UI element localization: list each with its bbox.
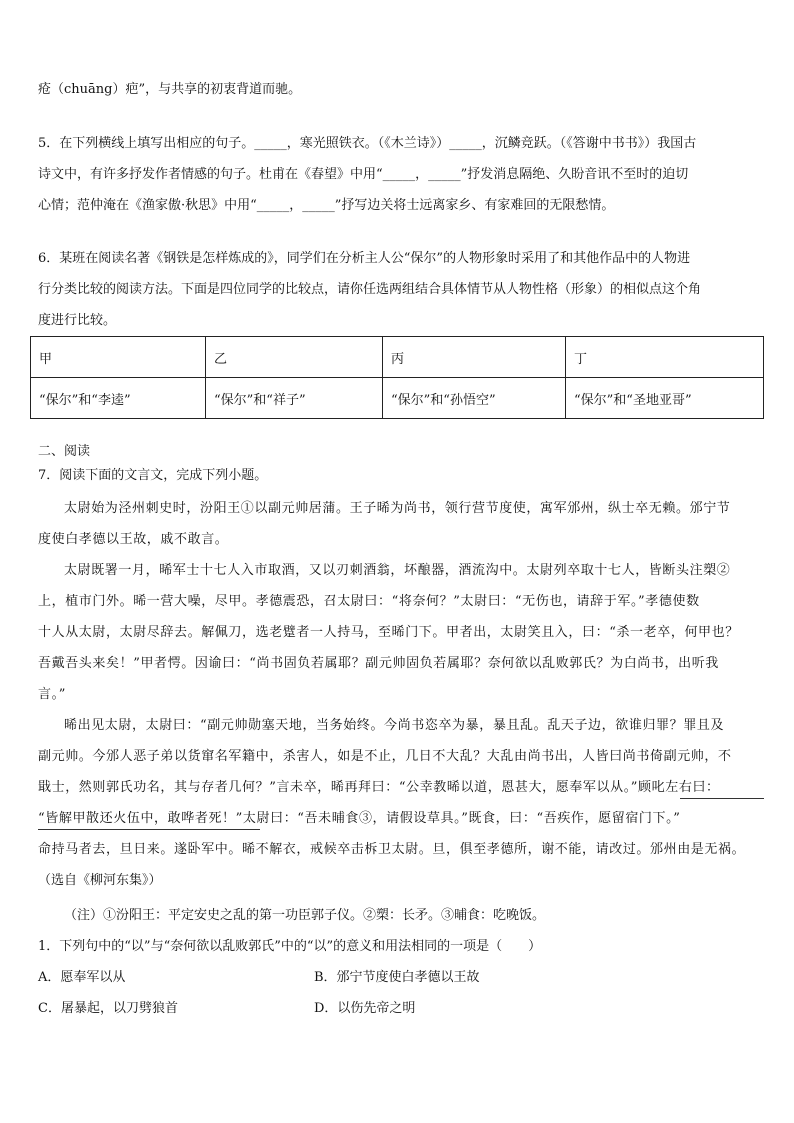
passage-p3-line-5: 命持马者去，旦日来。遂卧军中。晞不解衣，戒候卒击柝卫太尉。旦，俱至孝德所，谢不能，请改过。邠州由是无祸。	[38, 842, 746, 857]
option-b[interactable]: B．邠宁节度使白孝德以王故	[314, 970, 480, 985]
table-cell: “保尔”和“孙悟空”	[383, 378, 566, 419]
q6-line-2: 行分类比较的阅读方法。下面是四位同学的比较点，请你任选两组结合具体情节从人物性格（形象）的相似点这个角	[38, 282, 702, 297]
table-header-cell: 丙	[383, 337, 566, 378]
section-heading: 二、阅读	[38, 444, 91, 459]
passage-p3-line-3: 戢士，然则郭氏功名，其与存者几何？”言未卒，晞再拜曰：“公幸教晞以道，恩甚大，愿奉军以从。”顾叱左右曰：	[38, 780, 720, 795]
table-cell: “保尔”和“祥子”	[206, 378, 383, 419]
passage-p2-line-3: 十人从太尉，太尉尽辞去。解佩刀，选老躄者一人持马，至晞门下。甲者出，太尉笑且入，曰：“杀一老卒，何甲也？	[38, 625, 739, 640]
passage-p2-line-5: 言。”	[38, 687, 66, 702]
sub-question-1-stem: 1．下列句中的“以”与“奈何欲以乱败郭氏”中的“以”的意义和用法相同的一项是（ ）	[38, 939, 542, 954]
q4-tail-text: 疮（chuāng）疤”，与共享的初衷背道而驰。	[38, 82, 302, 97]
comparison-table	[30, 336, 764, 419]
q7-intro: 7．阅读下面的文言文，完成下列小题。	[38, 468, 268, 483]
table-row	[31, 378, 764, 419]
q5-line-3: 心情；范仲淹在《渔家傲·秋思》中用“_____，_____”抒写边关将士远离家乡、有家难回的无限愁情。	[38, 198, 615, 213]
table-header-cell: 乙	[206, 337, 383, 378]
table-header-cell: 丁	[566, 337, 764, 378]
passage-p2-line-1: 太尉既署一月，晞军士十七人入市取酒，又以刃刺酒翁，坏酿器，酒流沟中。太尉列卒取十七人，皆断头注槊②	[64, 563, 731, 578]
passage-notes: （注）①汾阳王：平定安史之乱的第一功臣郭子仪。②槊：长矛。③晡食：吃晚饭。	[64, 908, 546, 923]
table-header-cell: 甲	[31, 337, 206, 378]
q6-line-1: 6．某班在阅读名著《钢铁是怎样炼成的》，同学们在分析主人公“保尔”的人物形象时采用了和其他作品中的人物进	[38, 251, 691, 266]
passage-p2-line-4: 吾戴吾头来矣！”甲者愕。因谕曰：“尚书固负若属耶？副元帅固负若属耶？奈何欲以乱败郭氏？为白尚书，出听我	[38, 656, 719, 671]
table-cell: “保尔”和“李逵”	[31, 378, 206, 419]
passage-p3-line-4: “皆解甲散还火伍中，敢哗者死！”太尉曰：“吾未晡食③，请假设草具。”既食，曰：“吾疾作，愿留宿门下。”	[38, 811, 681, 826]
q5-line-1: 5．在下列横线上填写出相应的句子。_____，寒光照铁衣。（《木兰诗》）_____，沉鳞竞跃。（《答谢中书书》）我国古	[38, 136, 697, 151]
option-d[interactable]: D．以伤先帝之明	[314, 1001, 416, 1016]
passage-p1-line-2: 度使白孝德以王故，戚不敢言。	[38, 532, 229, 547]
q5-line-2: 诗文中，有许多抒发作者情感的句子。杜甫在《春望》中用“_____，_____”抒发消息隔绝、久盼音讯不至时的迫切	[38, 167, 689, 182]
option-a[interactable]: A．愿奉军以从	[38, 970, 126, 985]
passage-p2-line-2: 上，植市门外。晞一营大噪，尽甲。孝德震恐，召太尉曰：“将奈何？”太尉曰：“无伤也，请辞于军。”孝德使数	[38, 594, 700, 609]
table-header-row	[31, 337, 764, 378]
table-cell: “保尔”和“圣地亚哥”	[566, 378, 764, 419]
passage-p3-line-1: 晞出见太尉，太尉曰：“副元帅勋塞天地，当务始终。今尚书恣卒为暴，暴且乱。乱天子边，欲谁归罪？罪且及	[64, 718, 725, 733]
underline-mark	[680, 798, 764, 799]
option-c[interactable]: C．屠暴起，以刀劈狼首	[38, 1001, 178, 1016]
q6-line-3: 度进行比较。	[38, 313, 117, 328]
underline-mark	[38, 829, 260, 830]
passage-p1-line-1: 太尉始为泾州刺史时，汾阳王①以副元帅居蒲。王子晞为尚书，领行营节度使，寓军邠州，纵士卒无赖。邠宁节	[64, 501, 731, 516]
passage-source: （选自《柳河东集》）	[38, 873, 162, 888]
passage-p3-line-2: 副元帅。今邠人恶子弟以货窜名军籍中，杀害人，如是不止，几日不大乱？大乱由尚书出，人皆曰尚书倚副元帅，不	[38, 749, 732, 764]
